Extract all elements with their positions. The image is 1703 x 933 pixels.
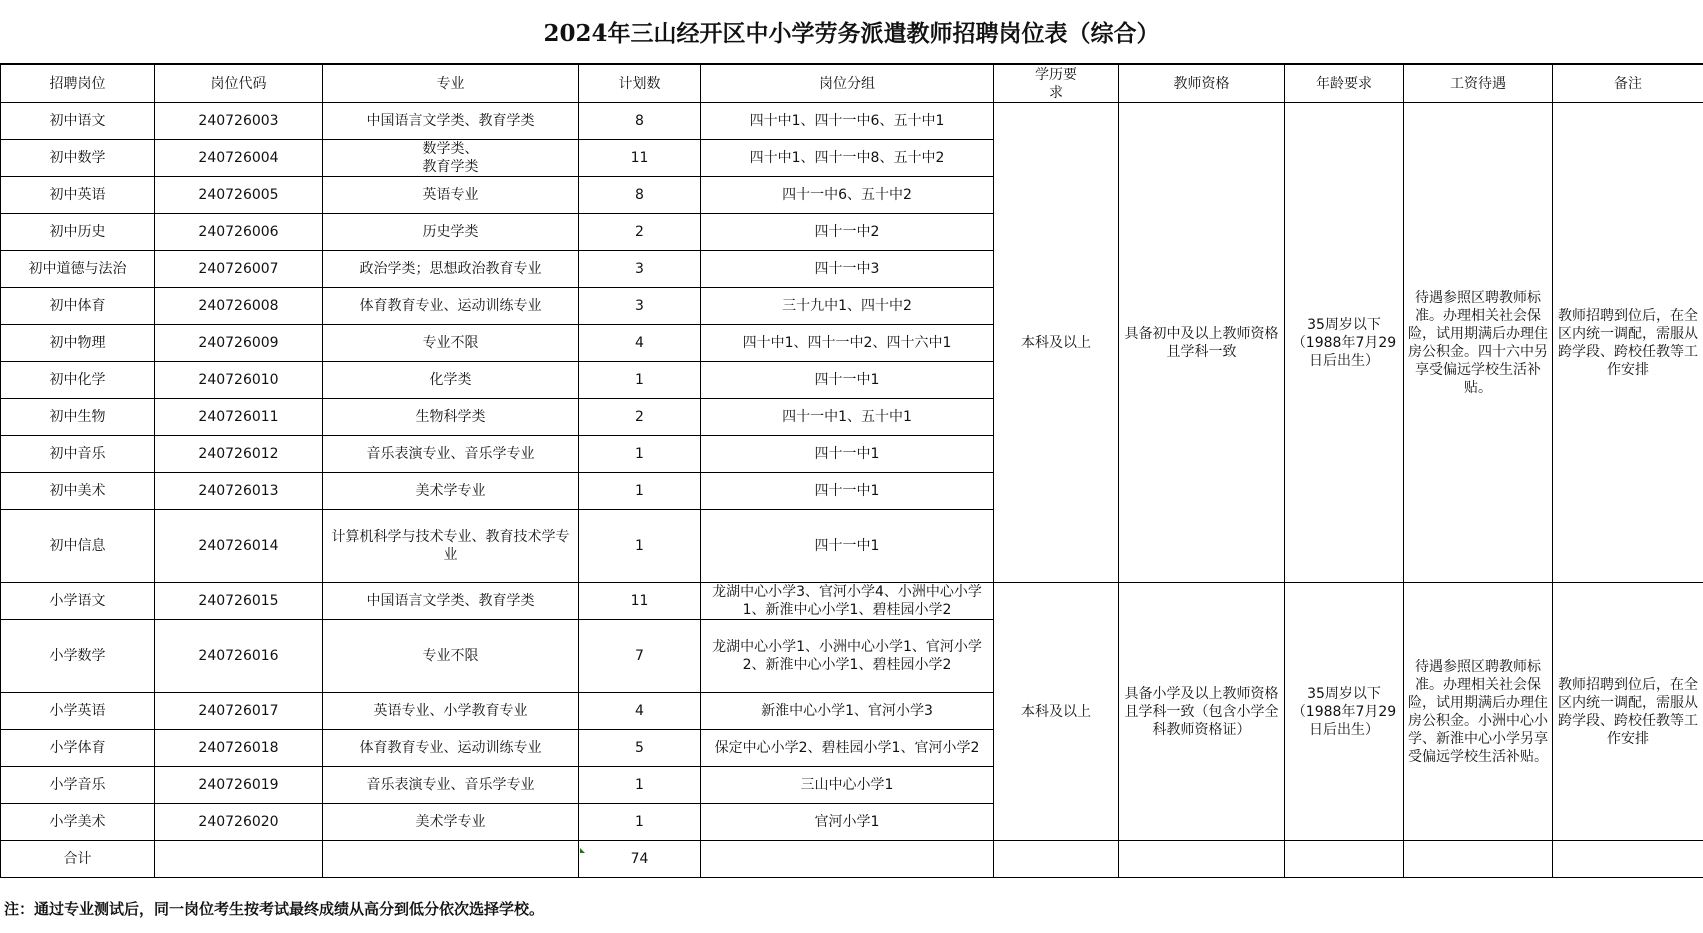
cell-group[interactable]: 新淮中心小学1、官河小学3 <box>701 693 994 730</box>
header-age[interactable]: 年龄要求 <box>1285 65 1404 103</box>
cell-plan[interactable]: 7 <box>579 620 701 693</box>
cell-post[interactable]: 小学英语 <box>1 693 155 730</box>
cell-post[interactable]: 初中美术 <box>1 473 155 510</box>
table-body <box>1 103 1703 878</box>
empty-cell[interactable] <box>994 841 1119 878</box>
cell-plan[interactable]: 8 <box>579 103 701 140</box>
cell-major[interactable]: 专业不限 <box>323 325 579 362</box>
cell-major[interactable]: 数学类、 教育学类 <box>323 140 579 177</box>
header-salary[interactable]: 工资待遇 <box>1404 65 1553 103</box>
header-edu[interactable]: 学历要求 <box>994 65 1119 103</box>
table-row <box>1 583 1703 620</box>
cell-code[interactable]: 240726003 <box>155 103 323 140</box>
cell-plan[interactable]: 1 <box>579 767 701 804</box>
cell-group[interactable]: 四十一中1 <box>701 362 994 399</box>
empty-cell[interactable] <box>1553 841 1703 878</box>
cell-code[interactable]: 240726012 <box>155 436 323 473</box>
cell-remark[interactable]: 教师招聘到位后，在全区内统一调配，需服从跨学段、跨校任教等工作安排 <box>1553 583 1703 841</box>
cell-code[interactable]: 240726005 <box>155 177 323 214</box>
cell-plan[interactable]: 1 <box>579 436 701 473</box>
cell-post[interactable]: 小学语文 <box>1 583 155 620</box>
cell-code[interactable]: 240726004 <box>155 140 323 177</box>
cell-code[interactable]: 240726016 <box>155 620 323 693</box>
cell-major[interactable]: 体育教育专业、运动训练专业 <box>323 730 579 767</box>
cell-group[interactable]: 三十九中1、四十中2 <box>701 288 994 325</box>
cell-plan[interactable]: 2 <box>579 399 701 436</box>
cell-group[interactable]: 四十中1、四十一中2、四十六中1 <box>701 325 994 362</box>
cell-code[interactable]: 240726017 <box>155 693 323 730</box>
cell-group[interactable]: 龙湖中心小学1、小洲中心小学1、官河小学2、新淮中心小学1、碧桂园小学2 <box>701 620 994 693</box>
header-remark[interactable]: 备注 <box>1553 65 1703 103</box>
cell-plan[interactable]: 3 <box>579 251 701 288</box>
cell-age[interactable]: 35周岁以下（1988年7月29日后出生） <box>1285 583 1404 841</box>
cell-post[interactable]: 初中英语 <box>1 177 155 214</box>
cell-plan[interactable]: 1 <box>579 804 701 841</box>
cell-plan[interactable]: 5 <box>579 730 701 767</box>
cell-edu[interactable]: 本科及以上 <box>994 583 1119 841</box>
footnote: 注：通过专业测试后，同一岗位考生按考试最终成绩从高分到低分依次选择学校。 <box>4 900 545 918</box>
cell-major[interactable]: 化学类 <box>323 362 579 399</box>
cell-plan[interactable]: 1 <box>579 362 701 399</box>
empty-cell[interactable] <box>1119 841 1285 878</box>
cell-group[interactable]: 保定中心小学2、碧桂园小学1、官河小学2 <box>701 730 994 767</box>
cell-group[interactable]: 四十一中1 <box>701 510 994 583</box>
cell-code[interactable]: 240726010 <box>155 362 323 399</box>
empty-cell[interactable] <box>155 841 323 878</box>
cell-code[interactable]: 240726011 <box>155 399 323 436</box>
cell-major[interactable]: 专业不限 <box>323 620 579 693</box>
cell-code[interactable]: 240726014 <box>155 510 323 583</box>
cell-post[interactable]: 初中语文 <box>1 103 155 140</box>
cell-plan[interactable]: 11 <box>579 583 701 620</box>
cell-code[interactable]: 240726015 <box>155 583 323 620</box>
cell-group[interactable]: 四十一中1 <box>701 473 994 510</box>
cell-code[interactable]: 240726006 <box>155 214 323 251</box>
cell-plan[interactable]: 1 <box>579 510 701 583</box>
cell-major[interactable]: 美术学专业 <box>323 804 579 841</box>
cell-code[interactable]: 240726009 <box>155 325 323 362</box>
total-label[interactable]: 合计 <box>1 841 155 878</box>
cell-post[interactable]: 初中音乐 <box>1 436 155 473</box>
cell-plan[interactable]: 4 <box>579 693 701 730</box>
cell-post[interactable]: 初中化学 <box>1 362 155 399</box>
cell-salary[interactable]: 待遇参照区聘教师标准。办理相关社会保险，试用期满后办理住房公积金。小洲中心小学、新淮中心小学另享受偏远学校生活补贴。 <box>1404 583 1553 841</box>
header-qual[interactable]: 教师资格 <box>1119 65 1285 103</box>
cell-code[interactable]: 240726018 <box>155 730 323 767</box>
cell-post[interactable]: 初中数学 <box>1 140 155 177</box>
cell-major[interactable]: 中国语言文学类、教育学类 <box>323 583 579 620</box>
cell-plan[interactable]: 3 <box>579 288 701 325</box>
cell-plan[interactable]: 8 <box>579 177 701 214</box>
cell-group[interactable]: 四十一中1、五十中1 <box>701 399 994 436</box>
cell-major[interactable]: 生物科学类 <box>323 399 579 436</box>
cell-code[interactable]: 240726008 <box>155 288 323 325</box>
cell-post[interactable]: 初中道德与法治 <box>1 251 155 288</box>
cell-post[interactable]: 小学美术 <box>1 804 155 841</box>
total-value[interactable]: 74 <box>579 841 701 878</box>
cell-group[interactable]: 四十中1、四十一中6、五十中1 <box>701 103 994 140</box>
cell-group[interactable]: 四十一中6、五十中2 <box>701 177 994 214</box>
cell-major[interactable]: 音乐表演专业、音乐学专业 <box>323 767 579 804</box>
header-group[interactable]: 岗位分组 <box>701 65 994 103</box>
table-row <box>1 103 1703 140</box>
cell-major[interactable]: 政治学类；思想政治教育专业 <box>323 251 579 288</box>
cell-post[interactable]: 初中信息 <box>1 510 155 583</box>
cell-qual[interactable]: 具备小学及以上教师资格且学科一致（包含小学全科教师资格证） <box>1119 583 1285 841</box>
cell-code[interactable]: 240726020 <box>155 804 323 841</box>
cell-group[interactable]: 龙湖中心小学3、官河小学4、小洲中心小学1、新淮中心小学1、碧桂园小学2 <box>701 583 994 620</box>
table-title: 2024年三山经开区中小学劳务派遣教师招聘岗位表（综合） <box>0 0 1703 64</box>
cell-group[interactable]: 三山中心小学1 <box>701 767 994 804</box>
header-plan[interactable]: 计划数 <box>579 65 701 103</box>
cell-edu[interactable]: 本科及以上 <box>994 103 1119 583</box>
cell-group[interactable]: 四十中1、四十一中8、五十中2 <box>701 140 994 177</box>
cell-post[interactable]: 初中生物 <box>1 399 155 436</box>
header-code[interactable]: 岗位代码 <box>155 65 323 103</box>
cell-post[interactable]: 初中物理 <box>1 325 155 362</box>
cell-major[interactable]: 历史学类 <box>323 214 579 251</box>
header-major[interactable]: 专业 <box>323 65 579 103</box>
cell-group[interactable]: 四十一中2 <box>701 214 994 251</box>
cell-major[interactable]: 体育教育专业、运动训练专业 <box>323 288 579 325</box>
header-row <box>1 65 1703 103</box>
cell-group[interactable]: 官河小学1 <box>701 804 994 841</box>
cell-major[interactable]: 音乐表演专业、音乐学专业 <box>323 436 579 473</box>
cell-plan[interactable]: 11 <box>579 140 701 177</box>
empty-cell[interactable] <box>701 841 994 878</box>
cell-code[interactable]: 240726019 <box>155 767 323 804</box>
cell-major[interactable]: 美术学专业 <box>323 473 579 510</box>
empty-cell[interactable] <box>323 841 579 878</box>
header-post[interactable]: 招聘岗位 <box>1 65 155 103</box>
cell-major[interactable]: 英语专业、小学教育专业 <box>323 693 579 730</box>
cell-post[interactable]: 小学数学 <box>1 620 155 693</box>
empty-cell[interactable] <box>1285 841 1404 878</box>
total-row <box>1 841 1703 878</box>
cell-remark[interactable]: 教师招聘到位后，在全区内统一调配，需服从跨学段、跨校任教等工作安排 <box>1553 103 1703 583</box>
cell-post[interactable]: 小学音乐 <box>1 767 155 804</box>
cell-major[interactable]: 计算机科学与技术专业、教育技术学专业 <box>323 510 579 583</box>
empty-cell[interactable] <box>1404 841 1553 878</box>
cell-code[interactable]: 240726007 <box>155 251 323 288</box>
cell-plan[interactable]: 1 <box>579 473 701 510</box>
cell-salary[interactable]: 待遇参照区聘教师标准。办理相关社会保险，试用期满后办理住房公积金。四十六中另享受偏远学校生活补贴。 <box>1404 103 1553 583</box>
cell-comment-marker <box>580 848 585 853</box>
cell-age[interactable]: 35周岁以下（1988年7月29日后出生） <box>1285 103 1404 583</box>
cell-group[interactable]: 四十一中3 <box>701 251 994 288</box>
cell-group[interactable]: 四十一中1 <box>701 436 994 473</box>
cell-major[interactable]: 英语专业 <box>323 177 579 214</box>
cell-post[interactable]: 初中历史 <box>1 214 155 251</box>
cell-post[interactable]: 小学体育 <box>1 730 155 767</box>
cell-code[interactable]: 240726013 <box>155 473 323 510</box>
recruitment-table <box>0 64 1703 878</box>
cell-plan[interactable]: 2 <box>579 214 701 251</box>
cell-plan[interactable]: 4 <box>579 325 701 362</box>
cell-qual[interactable]: 具备初中及以上教师资格且学科一致 <box>1119 103 1285 583</box>
cell-post[interactable]: 初中体育 <box>1 288 155 325</box>
cell-major[interactable]: 中国语言文学类、教育学类 <box>323 103 579 140</box>
